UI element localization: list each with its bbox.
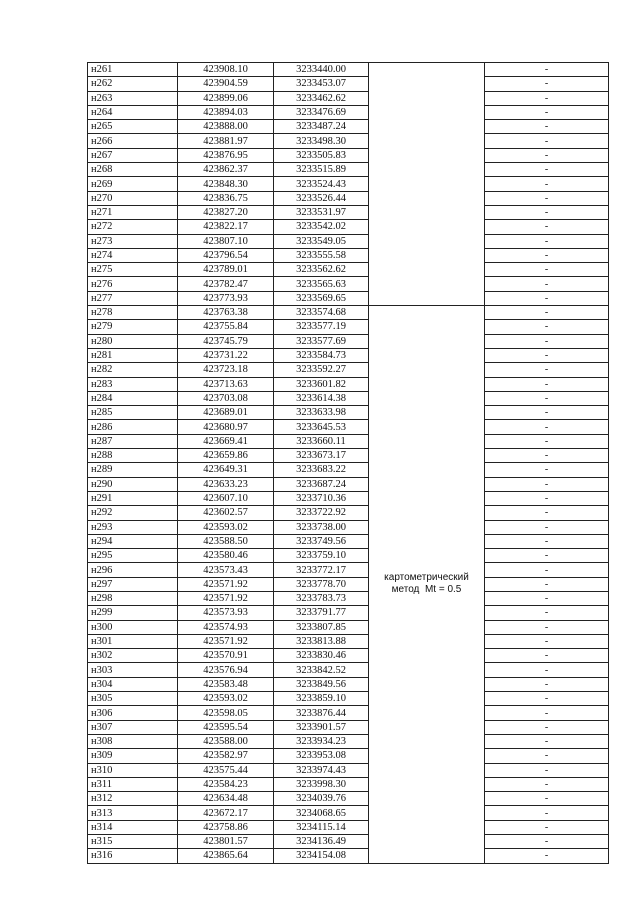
x-coordinate-cell: 423703.08	[178, 391, 274, 405]
point-name-cell: н293	[88, 520, 178, 534]
coordinates-sheet	[87, 62, 608, 860]
point-name-cell: н266	[88, 134, 178, 148]
table-row	[88, 734, 609, 748]
point-name-cell: н304	[88, 677, 178, 691]
x-coordinate-cell: 423789.01	[178, 263, 274, 277]
table-row	[88, 291, 609, 305]
note-cell: -	[485, 763, 609, 777]
y-coordinate-cell: 3234068.65	[274, 806, 369, 820]
note-cell: -	[485, 849, 609, 863]
x-coordinate-cell: 423669.41	[178, 434, 274, 448]
x-coordinate-cell: 423574.93	[178, 620, 274, 634]
x-coordinate-cell: 423801.57	[178, 835, 274, 849]
note-cell: -	[485, 291, 609, 305]
point-name-cell: н316	[88, 849, 178, 863]
y-coordinate-cell: 3233531.97	[274, 205, 369, 219]
y-coordinate-cell: 3233633.98	[274, 406, 369, 420]
x-coordinate-cell: 423807.10	[178, 234, 274, 248]
point-name-cell: н309	[88, 749, 178, 763]
note-cell: -	[485, 777, 609, 791]
y-coordinate-cell: 3233505.83	[274, 148, 369, 162]
x-coordinate-cell: 423573.43	[178, 563, 274, 577]
note-cell: -	[485, 363, 609, 377]
y-coordinate-cell: 3233778.70	[274, 577, 369, 591]
y-coordinate-cell: 3233791.77	[274, 606, 369, 620]
note-cell: -	[485, 177, 609, 191]
note-cell: -	[485, 163, 609, 177]
table-row	[88, 792, 609, 806]
note-cell: -	[485, 77, 609, 91]
y-coordinate-cell: 3233569.65	[274, 291, 369, 305]
y-coordinate-cell: 3233592.27	[274, 363, 369, 377]
x-coordinate-cell: 423782.47	[178, 277, 274, 291]
table-row	[88, 649, 609, 663]
y-coordinate-cell: 3233601.82	[274, 377, 369, 391]
y-coordinate-cell: 3233683.22	[274, 463, 369, 477]
y-coordinate-cell: 3233807.85	[274, 620, 369, 634]
table-row	[88, 677, 609, 691]
y-coordinate-cell: 3233830.46	[274, 649, 369, 663]
y-coordinate-cell: 3233842.52	[274, 663, 369, 677]
point-name-cell: н301	[88, 634, 178, 648]
point-name-cell: н274	[88, 248, 178, 262]
x-coordinate-cell: 423582.97	[178, 749, 274, 763]
point-name-cell: н314	[88, 820, 178, 834]
table-row	[88, 463, 609, 477]
table-row	[88, 348, 609, 362]
y-coordinate-cell: 3234136.49	[274, 835, 369, 849]
note-cell: -	[485, 248, 609, 262]
y-coordinate-cell: 3233772.17	[274, 563, 369, 577]
point-name-cell: н300	[88, 620, 178, 634]
point-name-cell: н276	[88, 277, 178, 291]
point-name-cell: н295	[88, 549, 178, 563]
table-row	[88, 663, 609, 677]
table-row	[88, 763, 609, 777]
point-name-cell: н303	[88, 663, 178, 677]
note-cell: -	[485, 63, 609, 77]
y-coordinate-cell: 3233462.62	[274, 91, 369, 105]
note-cell: -	[485, 720, 609, 734]
note-cell: -	[485, 263, 609, 277]
note-cell: -	[485, 234, 609, 248]
x-coordinate-cell: 423588.00	[178, 734, 274, 748]
table-row	[88, 777, 609, 791]
point-name-cell: н297	[88, 577, 178, 591]
x-coordinate-cell: 423689.01	[178, 406, 274, 420]
note-cell: -	[485, 205, 609, 219]
point-name-cell: н269	[88, 177, 178, 191]
y-coordinate-cell: 3233476.69	[274, 105, 369, 119]
point-name-cell: н275	[88, 263, 178, 277]
point-name-cell: н308	[88, 734, 178, 748]
y-coordinate-cell: 3233660.11	[274, 434, 369, 448]
y-coordinate-cell: 3233526.44	[274, 191, 369, 205]
point-name-cell: н261	[88, 63, 178, 77]
point-name-cell: н286	[88, 420, 178, 434]
y-coordinate-cell: 3233577.69	[274, 334, 369, 348]
table-row	[88, 320, 609, 334]
table-row	[88, 191, 609, 205]
table-row	[88, 391, 609, 405]
point-name-cell: н292	[88, 506, 178, 520]
x-coordinate-cell: 423836.75	[178, 191, 274, 205]
table-row	[88, 134, 609, 148]
point-name-cell: н264	[88, 105, 178, 119]
method-label-line2: метод Mt = 0.5	[391, 584, 462, 596]
y-coordinate-cell: 3233555.58	[274, 248, 369, 262]
y-coordinate-cell: 3233487.24	[274, 120, 369, 134]
x-coordinate-cell: 423659.86	[178, 449, 274, 463]
note-cell: -	[485, 563, 609, 577]
x-coordinate-cell: 423649.31	[178, 463, 274, 477]
table-row	[88, 749, 609, 763]
table-row	[88, 835, 609, 849]
y-coordinate-cell: 3233515.89	[274, 163, 369, 177]
y-coordinate-cell: 3234039.76	[274, 792, 369, 806]
note-cell: -	[485, 377, 609, 391]
note-cell: -	[485, 191, 609, 205]
x-coordinate-cell: 423571.92	[178, 634, 274, 648]
note-cell: -	[485, 449, 609, 463]
note-cell: -	[485, 534, 609, 548]
y-coordinate-cell: 3233565.63	[274, 277, 369, 291]
y-coordinate-cell: 3233614.38	[274, 391, 369, 405]
note-cell: -	[485, 520, 609, 534]
point-name-cell: н279	[88, 320, 178, 334]
y-coordinate-cell: 3233440.00	[274, 63, 369, 77]
note-cell: -	[485, 835, 609, 849]
x-coordinate-cell: 423595.54	[178, 720, 274, 734]
x-coordinate-cell: 423899.06	[178, 91, 274, 105]
point-name-cell: н298	[88, 591, 178, 605]
table-row	[88, 434, 609, 448]
note-cell: -	[485, 577, 609, 591]
point-name-cell: н267	[88, 148, 178, 162]
table-row	[88, 177, 609, 191]
table-row	[88, 377, 609, 391]
y-coordinate-cell: 3233759.10	[274, 549, 369, 563]
point-name-cell: н313	[88, 806, 178, 820]
note-cell: -	[485, 348, 609, 362]
x-coordinate-cell: 423745.79	[178, 334, 274, 348]
point-name-cell: н285	[88, 406, 178, 420]
table-row	[88, 363, 609, 377]
note-cell: -	[485, 134, 609, 148]
table-row	[88, 163, 609, 177]
point-name-cell: н288	[88, 449, 178, 463]
point-name-cell: н278	[88, 306, 178, 320]
table-row	[88, 634, 609, 648]
table-row	[88, 120, 609, 134]
y-coordinate-cell: 3233859.10	[274, 692, 369, 706]
table-row	[88, 577, 609, 591]
x-coordinate-cell: 423862.37	[178, 163, 274, 177]
x-coordinate-cell: 423876.95	[178, 148, 274, 162]
point-name-cell: н283	[88, 377, 178, 391]
y-coordinate-cell: 3233901.57	[274, 720, 369, 734]
table-row	[88, 406, 609, 420]
method-label-line1: картометрический	[384, 572, 469, 584]
point-name-cell: н268	[88, 163, 178, 177]
table-row	[88, 477, 609, 491]
note-cell: -	[485, 792, 609, 806]
note-cell: -	[485, 306, 609, 320]
table-row	[88, 534, 609, 548]
table-row	[88, 820, 609, 834]
method-cell	[369, 306, 485, 864]
point-name-cell: н282	[88, 363, 178, 377]
point-name-cell: н312	[88, 792, 178, 806]
note-cell: -	[485, 148, 609, 162]
point-name-cell: н296	[88, 563, 178, 577]
point-name-cell: н315	[88, 835, 178, 849]
y-coordinate-cell: 3233934.23	[274, 734, 369, 748]
note-cell: -	[485, 334, 609, 348]
table-row	[88, 420, 609, 434]
note-cell: -	[485, 391, 609, 405]
table-row	[88, 449, 609, 463]
x-coordinate-cell: 423894.03	[178, 105, 274, 119]
y-coordinate-cell: 3233524.43	[274, 177, 369, 191]
y-coordinate-cell: 3234154.08	[274, 849, 369, 863]
note-cell: -	[485, 692, 609, 706]
y-coordinate-cell: 3233584.73	[274, 348, 369, 362]
point-name-cell: н294	[88, 534, 178, 548]
table-row	[88, 620, 609, 634]
note-cell: -	[485, 320, 609, 334]
y-coordinate-cell: 3233549.05	[274, 234, 369, 248]
note-cell: -	[485, 105, 609, 119]
point-name-cell: н302	[88, 649, 178, 663]
table-body	[88, 63, 609, 864]
note-cell: -	[485, 420, 609, 434]
y-coordinate-cell: 3233453.07	[274, 77, 369, 91]
note-cell: -	[485, 820, 609, 834]
table-row	[88, 205, 609, 219]
note-cell: -	[485, 91, 609, 105]
point-name-cell: н263	[88, 91, 178, 105]
point-name-cell: н291	[88, 491, 178, 505]
note-cell: -	[485, 649, 609, 663]
x-coordinate-cell: 423593.02	[178, 692, 274, 706]
note-cell: -	[485, 749, 609, 763]
point-name-cell: н290	[88, 477, 178, 491]
x-coordinate-cell: 423672.17	[178, 806, 274, 820]
note-cell: -	[485, 734, 609, 748]
x-coordinate-cell: 423607.10	[178, 491, 274, 505]
note-cell: -	[485, 463, 609, 477]
note-cell: -	[485, 549, 609, 563]
note-cell: -	[485, 406, 609, 420]
point-name-cell: н305	[88, 692, 178, 706]
point-name-cell: н262	[88, 77, 178, 91]
x-coordinate-cell: 423580.46	[178, 549, 274, 563]
table-row	[88, 234, 609, 248]
point-name-cell: н281	[88, 348, 178, 362]
point-name-cell: н299	[88, 606, 178, 620]
x-coordinate-cell: 423593.02	[178, 520, 274, 534]
note-cell: -	[485, 634, 609, 648]
x-coordinate-cell: 423634.48	[178, 792, 274, 806]
y-coordinate-cell: 3233849.56	[274, 677, 369, 691]
y-coordinate-cell: 3233574.68	[274, 306, 369, 320]
point-name-cell: н289	[88, 463, 178, 477]
coordinates-table	[87, 62, 609, 864]
point-name-cell: н270	[88, 191, 178, 205]
x-coordinate-cell: 423633.23	[178, 477, 274, 491]
table-row	[88, 277, 609, 291]
x-coordinate-cell: 423908.10	[178, 63, 274, 77]
x-coordinate-cell: 423570.91	[178, 649, 274, 663]
x-coordinate-cell: 423602.57	[178, 506, 274, 520]
table-row	[88, 849, 609, 863]
table-row	[88, 77, 609, 91]
note-cell: -	[485, 220, 609, 234]
table-row	[88, 248, 609, 262]
x-coordinate-cell: 423758.86	[178, 820, 274, 834]
note-cell: -	[485, 434, 609, 448]
note-cell: -	[485, 606, 609, 620]
y-coordinate-cell: 3233542.02	[274, 220, 369, 234]
table-row	[88, 692, 609, 706]
point-name-cell: н265	[88, 120, 178, 134]
table-row	[88, 148, 609, 162]
x-coordinate-cell: 423583.48	[178, 677, 274, 691]
x-coordinate-cell: 423575.44	[178, 763, 274, 777]
x-coordinate-cell: 423865.64	[178, 849, 274, 863]
x-coordinate-cell: 423584.23	[178, 777, 274, 791]
point-name-cell: н311	[88, 777, 178, 791]
note-cell: -	[485, 806, 609, 820]
x-coordinate-cell: 423827.20	[178, 205, 274, 219]
y-coordinate-cell: 3233783.73	[274, 591, 369, 605]
table-row	[88, 63, 609, 77]
note-cell: -	[485, 591, 609, 605]
table-row	[88, 263, 609, 277]
y-coordinate-cell: 3233673.17	[274, 449, 369, 463]
y-coordinate-cell: 3233577.19	[274, 320, 369, 334]
y-coordinate-cell: 3233645.53	[274, 420, 369, 434]
table-row	[88, 591, 609, 605]
x-coordinate-cell: 423573.93	[178, 606, 274, 620]
note-cell: -	[485, 477, 609, 491]
x-coordinate-cell: 423881.97	[178, 134, 274, 148]
note-cell: -	[485, 491, 609, 505]
x-coordinate-cell: 423723.18	[178, 363, 274, 377]
table-row	[88, 491, 609, 505]
table-row	[88, 520, 609, 534]
table-row	[88, 91, 609, 105]
x-coordinate-cell: 423848.30	[178, 177, 274, 191]
point-name-cell: н306	[88, 706, 178, 720]
x-coordinate-cell: 423680.97	[178, 420, 274, 434]
y-coordinate-cell: 3233953.08	[274, 749, 369, 763]
table-row	[88, 606, 609, 620]
x-coordinate-cell: 423588.50	[178, 534, 274, 548]
table-row	[88, 220, 609, 234]
point-name-cell: н273	[88, 234, 178, 248]
y-coordinate-cell: 3233498.30	[274, 134, 369, 148]
table-row	[88, 105, 609, 119]
y-coordinate-cell: 3233562.62	[274, 263, 369, 277]
method-cell-upper	[369, 63, 485, 306]
x-coordinate-cell: 423731.22	[178, 348, 274, 362]
note-cell: -	[485, 506, 609, 520]
y-coordinate-cell: 3233998.30	[274, 777, 369, 791]
x-coordinate-cell: 423755.84	[178, 320, 274, 334]
y-coordinate-cell: 3233722.92	[274, 506, 369, 520]
y-coordinate-cell: 3233813.88	[274, 634, 369, 648]
table-row	[88, 506, 609, 520]
x-coordinate-cell: 423571.92	[178, 577, 274, 591]
table-row	[88, 549, 609, 563]
y-coordinate-cell: 3233738.00	[274, 520, 369, 534]
table-row	[88, 720, 609, 734]
table-row	[88, 306, 609, 320]
note-cell: -	[485, 277, 609, 291]
table-row	[88, 563, 609, 577]
x-coordinate-cell: 423796.54	[178, 248, 274, 262]
y-coordinate-cell: 3234115.14	[274, 820, 369, 834]
x-coordinate-cell: 423598.05	[178, 706, 274, 720]
x-coordinate-cell: 423713.63	[178, 377, 274, 391]
y-coordinate-cell: 3233974.43	[274, 763, 369, 777]
point-name-cell: н272	[88, 220, 178, 234]
point-name-cell: н284	[88, 391, 178, 405]
y-coordinate-cell: 3233876.44	[274, 706, 369, 720]
table-row	[88, 334, 609, 348]
point-name-cell: н310	[88, 763, 178, 777]
x-coordinate-cell: 423904.59	[178, 77, 274, 91]
note-cell: -	[485, 677, 609, 691]
point-name-cell: н287	[88, 434, 178, 448]
x-coordinate-cell: 423773.93	[178, 291, 274, 305]
point-name-cell: н280	[88, 334, 178, 348]
note-cell: -	[485, 706, 609, 720]
y-coordinate-cell: 3233687.24	[274, 477, 369, 491]
point-name-cell: н277	[88, 291, 178, 305]
table-row	[88, 806, 609, 820]
y-coordinate-cell: 3233749.56	[274, 534, 369, 548]
x-coordinate-cell: 423888.00	[178, 120, 274, 134]
x-coordinate-cell: 423763.38	[178, 306, 274, 320]
x-coordinate-cell: 423576.94	[178, 663, 274, 677]
point-name-cell: н307	[88, 720, 178, 734]
note-cell: -	[485, 120, 609, 134]
point-name-cell: н271	[88, 205, 178, 219]
x-coordinate-cell: 423822.17	[178, 220, 274, 234]
note-cell: -	[485, 620, 609, 634]
note-cell: -	[485, 663, 609, 677]
table-row	[88, 706, 609, 720]
x-coordinate-cell: 423571.92	[178, 591, 274, 605]
y-coordinate-cell: 3233710.36	[274, 491, 369, 505]
